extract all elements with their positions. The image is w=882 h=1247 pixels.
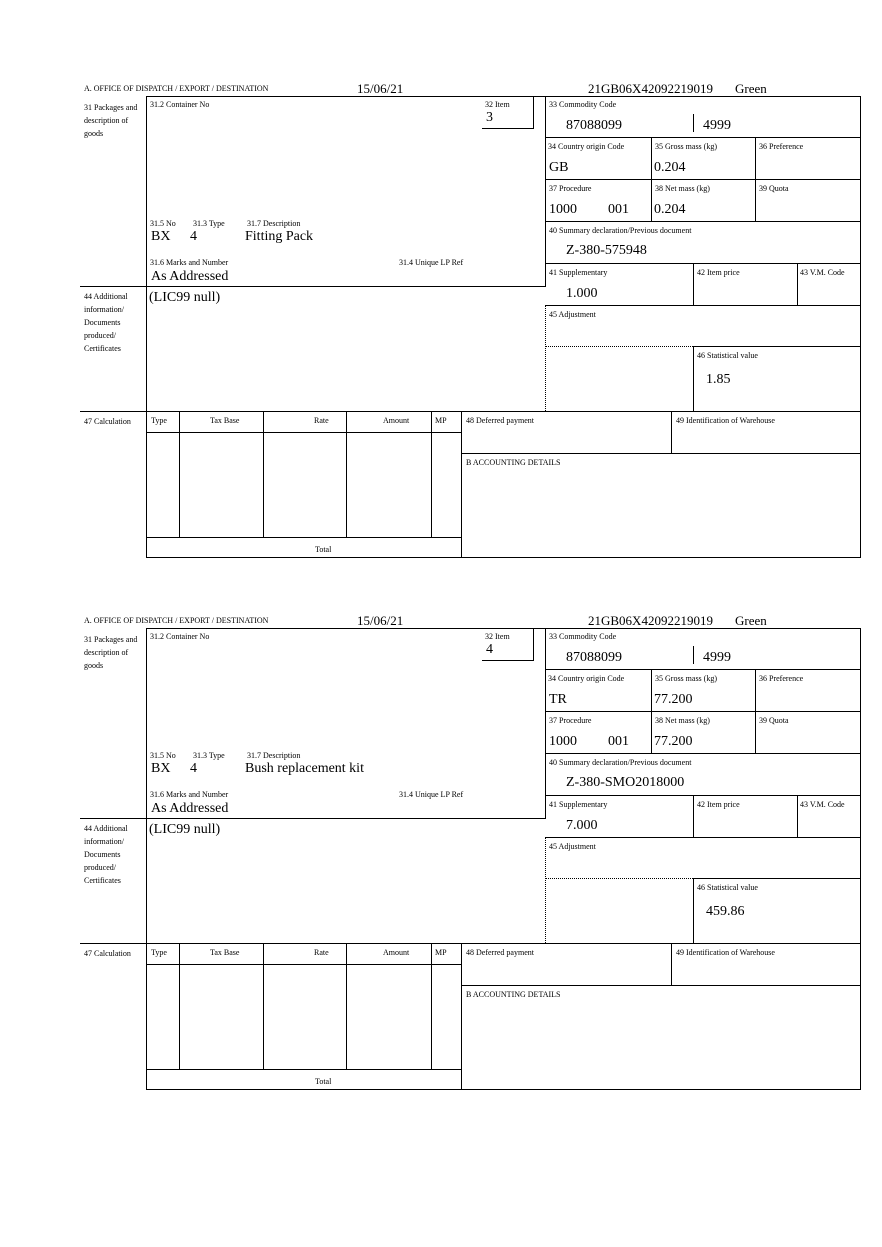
row34-bottom [545, 711, 861, 712]
declaration-item-form-1 [0, 80, 882, 560]
outer-left-border [146, 96, 147, 558]
calc-header-bottom [146, 432, 462, 433]
item-box-bottom [482, 660, 534, 661]
warehouse-label: 49 Identification of Warehouse [676, 948, 775, 957]
row41-bottom [545, 837, 861, 838]
box31-right-border [545, 628, 546, 818]
procedure-label: 37 Procedure [549, 716, 592, 725]
supplementary-units: 7.000 [566, 818, 598, 833]
calc-grid-5 [461, 943, 462, 1089]
calc-col-type: Type [151, 416, 167, 425]
col48-right [671, 943, 672, 985]
row34-bottom [545, 179, 861, 180]
office-of-dispatch-label: A. OFFICE OF DISPATCH / EXPORT / DESTINATION [84, 84, 269, 93]
calc-col-rate: Rate [314, 416, 329, 425]
pkg-type-label: 31.3 Type [193, 751, 225, 760]
calc-grid-2 [263, 411, 264, 537]
calc-header-bottom [146, 964, 462, 965]
calc-col-mp: MP [435, 416, 447, 425]
row37-bottom [545, 753, 861, 754]
commodity-suffix: 4999 [703, 118, 731, 133]
calc-col-taxbase: Tax Base [210, 948, 240, 957]
box31-bottom [146, 286, 546, 287]
declaration-reference: 21GB06X42092219019 [588, 81, 713, 96]
commodity-code-label: 33 Commodity Code [549, 632, 617, 641]
row40-bottom [545, 263, 861, 264]
commodity-code: 87088099 [566, 118, 622, 133]
pkg-type-label: 31.3 Type [193, 219, 225, 228]
pkg-type-value: 4 [190, 229, 197, 244]
calc-total-label: Total [315, 545, 332, 554]
vm-code-label: 43 V.M. Code [800, 268, 845, 277]
country-origin: GB [549, 160, 569, 175]
adjustment-label: 45 Adjustment [549, 310, 596, 319]
item-box-right [533, 628, 534, 660]
unique-lp-label: 31.4 Unique LP Ref [399, 258, 464, 267]
commodity-suffix: 4999 [703, 650, 731, 665]
gross-mass: 77.200 [654, 692, 693, 707]
container-no-label: 31.2 Container No [150, 100, 210, 109]
calc-col-amount: Amount [383, 948, 410, 957]
procedure-suffix: 001 [608, 734, 629, 749]
row41-bottom [545, 305, 861, 306]
declaration-date: 15/06/21 [357, 81, 404, 96]
summary-doc-label: 40 Summary declaration/Previous document [549, 758, 692, 767]
declaration-reference: 21GB06X42092219019 [588, 613, 713, 628]
outer-top-border [146, 628, 861, 629]
item-label: 32 Item [485, 100, 510, 109]
row33-bottom [545, 137, 861, 138]
packages-label: 31 Packages and description of goods [84, 103, 138, 138]
supplementary-label: 41 Supplementary [549, 800, 608, 809]
item-number: 4 [486, 642, 493, 657]
pkg-no-value: BX [151, 229, 171, 244]
calc-grid-5 [461, 411, 462, 557]
statistical-value-label: 46 Statistical value [697, 351, 758, 360]
office-of-dispatch-label: A. OFFICE OF DISPATCH / EXPORT / DESTINATION [84, 616, 269, 625]
row33-bottom [545, 669, 861, 670]
col46-left [693, 346, 694, 411]
outer-top-border [146, 96, 861, 97]
net-mass-label: 38 Net mass (kg) [655, 184, 710, 193]
deferred-payment-label: 48 Deferred payment [466, 416, 534, 425]
calc-body-bottom [146, 1069, 462, 1070]
quota-label: 39 Quota [759, 716, 789, 725]
calc-grid-4 [431, 943, 432, 1069]
col48-right [671, 411, 672, 453]
commodity-divider [693, 114, 694, 132]
row40-bottom [545, 795, 861, 796]
procedure-suffix: 001 [608, 202, 629, 217]
adjustment-dotted-line [545, 878, 695, 879]
preference-label: 36 Preference [759, 142, 804, 151]
outer-left-border [146, 628, 147, 1090]
left-sep-1 [80, 818, 146, 819]
summary-doc: Z-380-SMO2018000 [566, 775, 685, 790]
item-label: 32 Item [485, 632, 510, 641]
additional-info-value: (LIC99 null) [149, 290, 221, 305]
calc-top-border [146, 943, 861, 944]
packages-label: 31 Packages and description of goods [84, 635, 138, 670]
calculation-label: 47 Calculation [84, 949, 131, 958]
pkg-no-label: 31.5 No [150, 751, 176, 760]
container-no-label: 31.2 Container No [150, 632, 210, 641]
supplementary-units: 1.000 [566, 286, 598, 301]
item-box-bottom [482, 128, 534, 129]
calculation-label: 47 Calculation [84, 417, 131, 426]
calc-col-rate: Rate [314, 948, 329, 957]
declaration-date: 15/06/21 [357, 613, 404, 628]
marks-label: 31.6 Marks and Number [150, 258, 229, 267]
quota-label: 39 Quota [759, 184, 789, 193]
outer-right-border [860, 96, 861, 558]
commodity-code: 87088099 [566, 650, 622, 665]
additional-info-label: 44 Additional information/ Documents produced/ Certificates [84, 824, 128, 885]
calc-col-amount: Amount [383, 416, 410, 425]
additional-info-label: 44 Additional information/ Documents produced/ Certificates [84, 292, 128, 353]
gross-mass-label: 35 Gross mass (kg) [655, 142, 717, 151]
net-mass: 77.200 [654, 734, 693, 749]
goods-description: Fitting Pack [245, 229, 314, 244]
summary-doc-label: 40 Summary declaration/Previous document [549, 226, 692, 235]
pkg-no-value: BX [151, 761, 171, 776]
calc-total-label: Total [315, 1077, 332, 1086]
pkg-no-label: 31.5 No [150, 219, 176, 228]
calc-grid-2 [263, 943, 264, 1069]
marks-value: As Addressed [151, 269, 229, 284]
adjustment-dotted-left [545, 305, 546, 411]
calc-grid-1 [179, 943, 180, 1069]
procedure-code: 1000 [549, 734, 577, 749]
procedure-label: 37 Procedure [549, 184, 592, 193]
accounting-details-label: B ACCOUNTING DETAILS [466, 458, 561, 467]
goods-description: Bush replacement kit [245, 761, 364, 776]
calc-top-border [146, 411, 861, 412]
preference-label: 36 Preference [759, 674, 804, 683]
warehouse-label: 49 Identification of Warehouse [676, 416, 775, 425]
box31-right-border [545, 96, 546, 286]
col41-right [693, 263, 694, 305]
calc-col-type: Type [151, 948, 167, 957]
marks-value: As Addressed [151, 801, 229, 816]
row48-bottom [461, 985, 861, 986]
additional-info-value: (LIC99 null) [149, 822, 221, 837]
item-price-label: 42 Item price [697, 800, 740, 809]
calc-col-mp: MP [435, 948, 447, 957]
declaration-item-form-2 [0, 612, 882, 1092]
unique-lp-label: 31.4 Unique LP Ref [399, 790, 464, 799]
box31-bottom [146, 818, 546, 819]
statistical-value: 1.85 [706, 372, 731, 387]
vm-code-label: 43 V.M. Code [800, 800, 845, 809]
col42-right [797, 263, 798, 305]
calc-grid-3 [346, 943, 347, 1069]
left-sep-2 [80, 943, 146, 944]
gross-mass: 0.204 [654, 160, 686, 175]
deferred-payment-label: 48 Deferred payment [466, 948, 534, 957]
country-origin-label: 34 Country origin Code [548, 674, 625, 683]
outer-bottom-border [146, 1089, 861, 1090]
row48-bottom [461, 453, 861, 454]
pkg-type-value: 4 [190, 761, 197, 776]
calc-grid-4 [431, 411, 432, 537]
col46-left [693, 878, 694, 943]
commodity-divider [693, 646, 694, 664]
description-label: 31.7 Description [247, 219, 301, 228]
marks-label: 31.6 Marks and Number [150, 790, 229, 799]
row37-bottom [545, 221, 861, 222]
item-box-right [533, 96, 534, 128]
col41-right [693, 795, 694, 837]
outer-right-border [860, 628, 861, 1090]
description-label: 31.7 Description [247, 751, 301, 760]
item-number: 3 [486, 110, 493, 125]
route-channel: Green [735, 613, 767, 628]
calc-col-taxbase: Tax Base [210, 416, 240, 425]
gross-mass-label: 35 Gross mass (kg) [655, 674, 717, 683]
calc-grid-1 [179, 411, 180, 537]
calc-grid-3 [346, 411, 347, 537]
left-sep-1 [80, 286, 146, 287]
net-mass-label: 38 Net mass (kg) [655, 716, 710, 725]
commodity-code-label: 33 Commodity Code [549, 100, 617, 109]
left-sep-2 [80, 411, 146, 412]
route-channel: Green [735, 81, 767, 96]
adjustment-dotted-left [545, 837, 546, 943]
net-mass: 0.204 [654, 202, 686, 217]
adjustment-dotted-line [545, 346, 695, 347]
procedure-code: 1000 [549, 202, 577, 217]
adjustment-label: 45 Adjustment [549, 842, 596, 851]
col42-right [797, 795, 798, 837]
statistical-value: 459.86 [706, 904, 745, 919]
calc-body-bottom [146, 537, 462, 538]
row45-bottom [693, 878, 861, 879]
statistical-value-label: 46 Statistical value [697, 883, 758, 892]
accounting-details-label: B ACCOUNTING DETAILS [466, 990, 561, 999]
supplementary-label: 41 Supplementary [549, 268, 608, 277]
country-origin: TR [549, 692, 567, 707]
summary-doc: Z-380-575948 [566, 243, 647, 258]
country-origin-label: 34 Country origin Code [548, 142, 625, 151]
item-price-label: 42 Item price [697, 268, 740, 277]
row45-bottom [693, 346, 861, 347]
outer-bottom-border [146, 557, 861, 558]
